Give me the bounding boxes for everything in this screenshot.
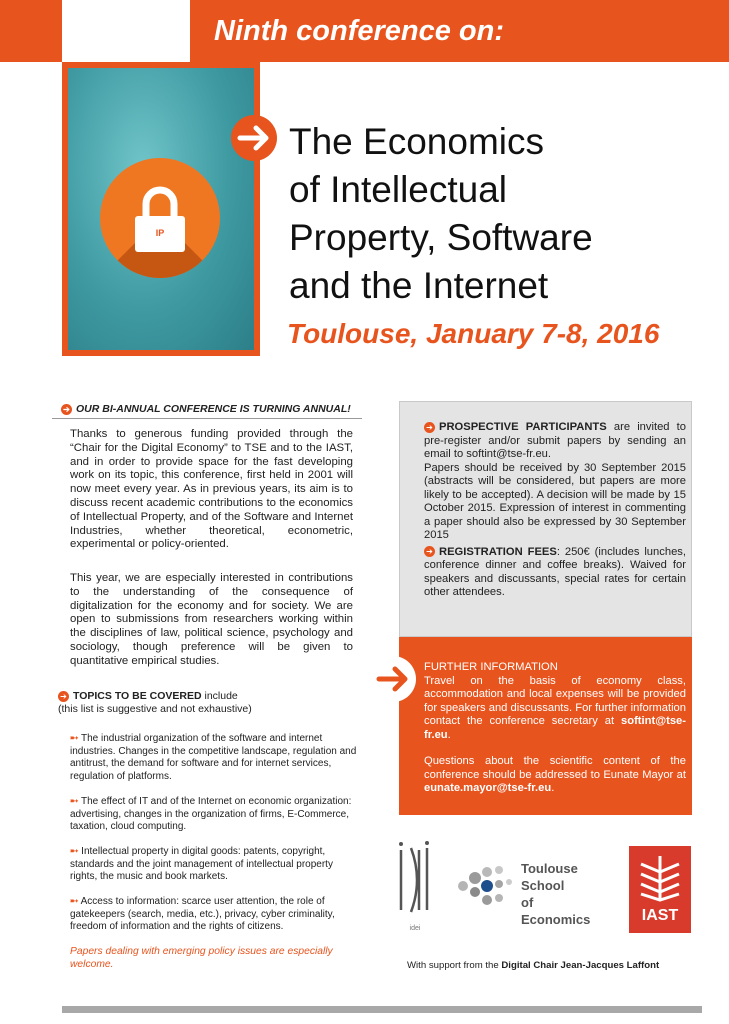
support-sponsor: Digital Chair Jean-Jacques Laffont (501, 960, 660, 971)
bullet-icon: ➸ (70, 733, 79, 744)
further-body: Travel on the basis of economy class, accommodation and local expenses will be provided for speakers and discussants. For further information contact the conference secretary at softint@tse-fr.eu. (424, 674, 686, 741)
further-email-link[interactable]: softint@tse-fr.eu (424, 715, 686, 741)
lock-badge (100, 158, 220, 278)
arrow-icon: ➔ (424, 422, 435, 433)
bullet-icon: ➸ (70, 896, 79, 907)
fees-text (424, 546, 686, 600)
tse-logo-text: Toulouse School of Economics (521, 861, 591, 927)
heading-divider (52, 418, 362, 419)
annual-heading (61, 403, 371, 415)
questions-body: Questions about the scientific content of the conference should be addressed to Eunate Mayor at eunate.mayor@tse-fr.eu. (424, 755, 686, 794)
arrow-icon: ➔ (61, 404, 72, 415)
iast-logo-mark (637, 854, 683, 902)
conference-date-location: Toulouse, January 7-8, 2016 (287, 318, 660, 349)
lock-icon (100, 158, 220, 278)
lock-badge-label: IP (155, 228, 165, 238)
participants-text (424, 421, 686, 600)
title-line: of Intellectual (289, 169, 508, 210)
idei-logo-mark (397, 840, 433, 920)
idei-logo-text: idei (409, 925, 421, 932)
topic-text: Access to information: scarce user attention, the role of gatekeepers (search, media, etc.), privacy, cyber criminality, freedom of information and the rights of citizens. (70, 896, 335, 933)
fees-detail: : 250€ (includes lunches, conference dinner and coffee breaks). Waived for speakers and discussants, special rates for certain other attendees. (424, 545, 686, 598)
further-heading: FURTHER INFORMATION (424, 661, 558, 673)
topic-text: Intellectual property in digital goods: patents, copyright, standards and the joint management of intellectual property rights, the music and book markets. (70, 846, 333, 883)
bottom-divider (62, 1006, 702, 1013)
intro-paragraph: Thanks to generous funding provided through the “Chair for the Digital Economy” to TSE and to the IAST, and in order to provide space for the fast developing work on its topic, this conference, first held in 2001 will now meet every year. As in previous years, its aim is to discuss recent academic contributions to the economics of Intellectual Property, and of the Software and Internet Industries, whether theoretical, econometric, experimental or policy-oriented. (70, 428, 353, 551)
topics-note: (this list is suggestive and not exhaustive) (58, 703, 252, 715)
title-line: Property, Software (289, 217, 593, 258)
participants-label: PROSPECTIVE PARTICIPANTS (439, 421, 607, 433)
topics-heading-label: TOPICS TO BE COVERED (73, 690, 202, 702)
idei-logo (397, 840, 433, 936)
iast-logo (629, 846, 691, 933)
topic-item (70, 896, 358, 934)
support-line: With support from the Digital Chair Jean-Jacques Laffont (407, 960, 660, 971)
banner-left-strip (0, 0, 62, 62)
topic-text: The effect of IT and of the Internet on economic organization: advertising, changes in the organization of firms, E-Commerce, taxation, cloud computing. (70, 796, 352, 833)
bullet-icon: ➸ (70, 846, 79, 857)
topics-heading (58, 690, 358, 716)
banner-text: Ninth conference on: (214, 14, 505, 47)
arrow-icon: ➔ (424, 546, 435, 557)
conference-banner (190, 0, 729, 62)
title-line: and the Internet (289, 265, 549, 306)
title-line: The Economics (289, 121, 544, 162)
topic-item (70, 846, 358, 884)
conference-title (289, 118, 709, 310)
topic-item (70, 796, 358, 834)
papers-deadline-text: Papers should be received by 30 September 2015 (abstracts will be considered, but papers are more likely to be accepted). A decision will be made by 15 October 2015. Expression of interest in commenting a paper should also be expressed by 30 September 2015 (424, 461, 686, 541)
topic-text: The industrial organization of the software and internet industries. Changes in the competitive landscape, regulation and antitrust, the demand for software and for internet services, regulation of platforms. (70, 733, 357, 782)
participants-invite: are invited to pre-register and/or submit papers by sending an email to softint@tse-fr.eu. (424, 421, 687, 460)
topic-item (70, 733, 358, 783)
iast-logo-text: IAST (641, 907, 679, 924)
title-arrow-icon (231, 115, 277, 161)
further-info-text (424, 661, 686, 796)
arrow-icon: ➔ (58, 691, 69, 702)
bullet-icon: ➸ (70, 796, 79, 807)
annual-heading-text: OUR BI-ANNUAL CONFERENCE IS TURNING ANNUAL! (76, 403, 351, 415)
tse-dots-icon (455, 858, 515, 918)
questions-email-link[interactable]: eunate.mayor@tse-fr.eu (424, 782, 552, 794)
interest-paragraph: This year, we are especially interested in contributions to the understanding of the consequence of digitalization for the economy and for society. We are open to submissions from researchers working within the disciplines of law, political science, psychology and sociology, though preference will be given to quantitative empirical studies. (70, 572, 353, 667)
fees-label: REGISTRATION FEES (439, 545, 557, 558)
topics-include: include (201, 690, 238, 702)
tse-logo (455, 858, 595, 927)
further-arrow-icon (370, 656, 416, 702)
closing-note: Papers dealing with emerging policy issues are especially welcome. (70, 946, 333, 970)
